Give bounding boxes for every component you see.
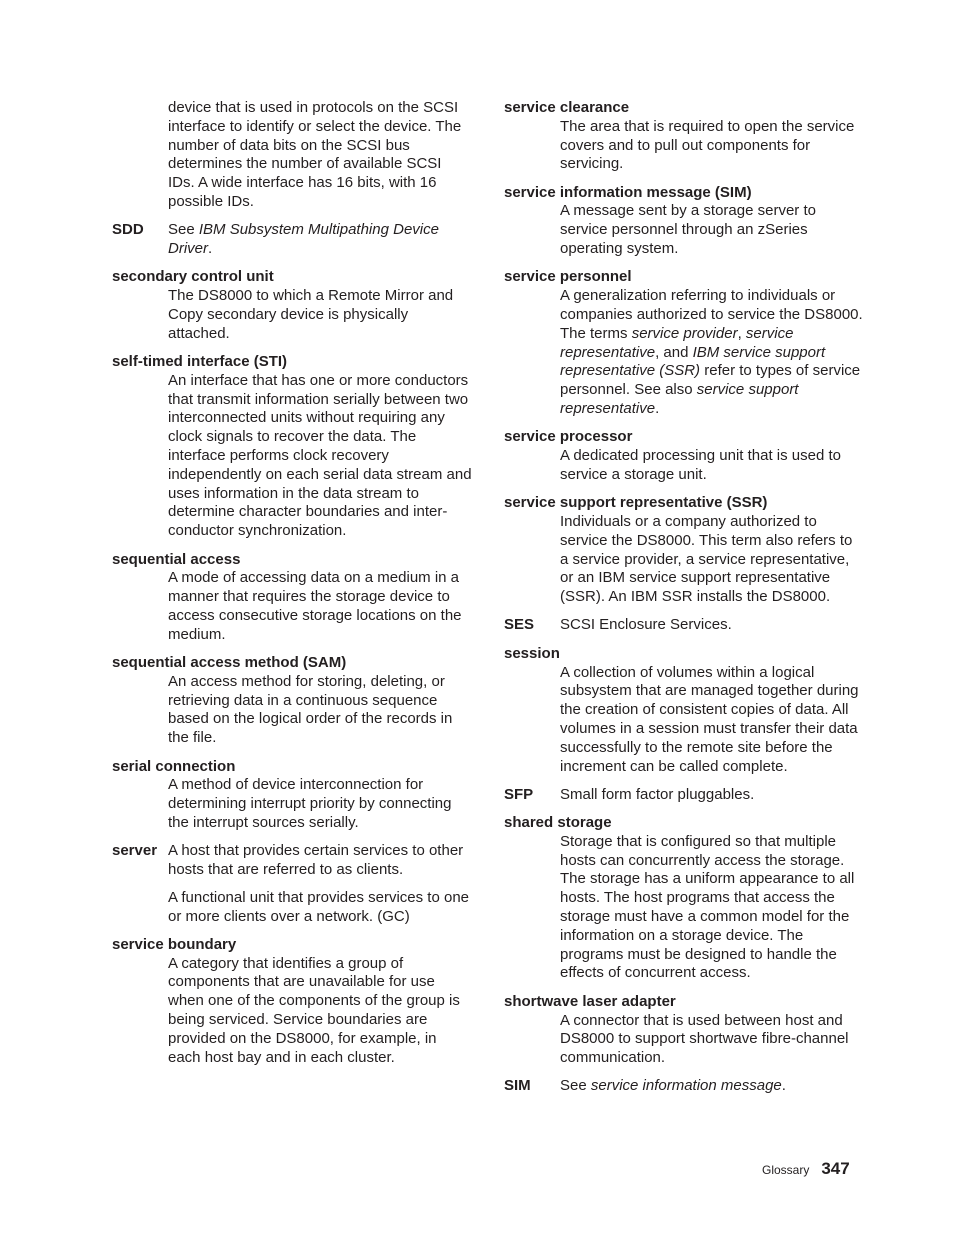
term: self-timed interface (STI) [112, 353, 288, 371]
term: service clearance [504, 99, 630, 116]
cross-reference: service information message [590, 1077, 782, 1095]
definition-text: , [737, 324, 746, 342]
term: server [112, 842, 158, 860]
cross-reference: IBM Subsystem Multipathing Device Driver [168, 221, 439, 258]
entry-service-support-representative [504, 494, 864, 607]
definition [168, 842, 472, 926]
term: sequential access [112, 550, 241, 568]
definition: The area that is required to open the service covers and to pull out components for servicing. [560, 117, 855, 173]
entry-ses [504, 616, 864, 635]
see-text: See [168, 221, 199, 239]
definition: A collection of volumes within a logical subsystem that are managed together during the creation of consistent copies of data. All volumes in a session must transfer their data successfully to the remote site before the increment can be called complete. [560, 663, 859, 775]
definition: SCSI Enclosure Services. [560, 616, 732, 634]
entry-service-clearance [504, 99, 864, 174]
entry-service-boundary [112, 936, 472, 1068]
definition: Storage that is configured so that multiple hosts can concurrently access the storage. The storage has a uniform appearance to all hosts. The host programs that access the storage must have a common model for the information on a storage device. The programs must be designed to handle the effects of concurrent access. [560, 832, 855, 982]
right-column [504, 99, 864, 1106]
term: service support representative (SSR) [504, 494, 768, 512]
definition: An interface that has one or more conductors that transmit information serially between two interconnected units without requiring any clock signals to recover the data. The interface performs clock recovery independently on each serial data stream and uses information in the data stream to determine character boundaries and inter-conductor synchronization. [168, 371, 472, 540]
definition-paragraph: A functional unit that provides services to one or more clients over a network. (GC) [168, 888, 470, 925]
entry-sfp [504, 786, 864, 805]
punctuation: . [208, 240, 213, 258]
definition-paragraph: A host that provides certain services to other hosts that are referred to as clients. [168, 842, 464, 878]
entry-sim [504, 1077, 864, 1096]
term: shared storage [504, 814, 612, 832]
definition-text: refer to types of service personnel. See also [560, 362, 861, 399]
term: SDD [112, 221, 144, 239]
definition-text: , and [655, 343, 693, 361]
footer-label: Glossary [762, 1163, 810, 1177]
definition: An access method for storing, deleting, or retrieving data in a continuous sequence based on the logical order of the records in the file. [168, 672, 453, 747]
term: service personnel [504, 268, 632, 286]
entry-sdd [112, 221, 472, 259]
term: SIM [504, 1077, 531, 1095]
entry-service-information-message [504, 184, 864, 259]
term: service processor [504, 428, 633, 446]
term: session [504, 644, 560, 662]
page-number: 347 [821, 1159, 850, 1178]
definition: A category that identifies a group of components that are unavailable for use when one of the components of the group is being serviced. Service boundaries are provided on the DS8000, for example, in each host bay and in each cluster. [168, 954, 460, 1066]
left-column [112, 99, 472, 1077]
definition: A method of device interconnection for determining interrupt priority by connecting the interrupt sources serially. [168, 776, 452, 831]
definition [168, 221, 472, 259]
entry-serial-connection [112, 758, 472, 833]
definition-text: A generalization referring to individuals or companies authorized to service the DS8000. The terms [560, 287, 863, 342]
entry-sequential-access [112, 551, 472, 645]
term: SFP [504, 785, 534, 803]
term: secondary control unit [112, 268, 274, 286]
entry-shared-storage [504, 814, 864, 983]
punctuation: . [781, 1077, 786, 1095]
cross-reference: IBM service support representative (SSR) [560, 343, 826, 380]
entry-service-personnel [504, 268, 864, 418]
definition [560, 1077, 864, 1096]
term: service information message (SIM) [504, 183, 752, 201]
definition: A connector that is used between host and DS8000 to support shortwave fibre-channel communication. [560, 1011, 849, 1067]
definition: Individuals or a company authorized to service the DS8000. This term also refers to a service provider, a service representative, or an IBM service support representative (SSR). An IBM SSR installs the DS8000. [560, 512, 853, 606]
term: SES [504, 616, 535, 634]
see-text: See [560, 1077, 591, 1095]
definition: A dedicated processing unit that is used to service a storage unit. [560, 447, 842, 483]
definition: A mode of accessing data on a medium in a manner that requires the storage device to access consecutive storage locations on the medium. [168, 569, 462, 643]
term: serial connection [112, 757, 236, 775]
cross-reference: service support representative [560, 381, 799, 417]
entry-self-timed-interface [112, 353, 472, 541]
cross-reference: service provider [631, 324, 738, 342]
definition: Small form factor pluggables. [560, 785, 755, 803]
entry-service-processor [504, 428, 864, 484]
definition: A message sent by a storage server to service personnel through an zSeries operating system. [560, 202, 816, 258]
entry-secondary-control-unit [112, 268, 472, 343]
entry-sequential-access-method [112, 654, 472, 748]
punctuation: . [655, 399, 660, 417]
continued-definition: device that is used in protocols on the SCSI interface to identify or select the device. The number of data bits on the SCSI bus determines the number of available SCSI IDs. A wide interface has 16 bits, with 16 possible IDs. [168, 99, 462, 210]
entry-session [504, 645, 864, 777]
entry-shortwave-laser-adapter [504, 993, 864, 1068]
definition: The DS8000 to which a Remote Mirror and Copy secondary device is physically attached. [168, 287, 454, 342]
term: service boundary [112, 935, 237, 953]
definition [560, 287, 864, 419]
page-footer [762, 1160, 850, 1180]
cross-reference: service representative [560, 324, 794, 361]
term: sequential access method (SAM) [112, 654, 347, 672]
entry-server [112, 842, 472, 926]
term: shortwave laser adapter [504, 992, 676, 1010]
